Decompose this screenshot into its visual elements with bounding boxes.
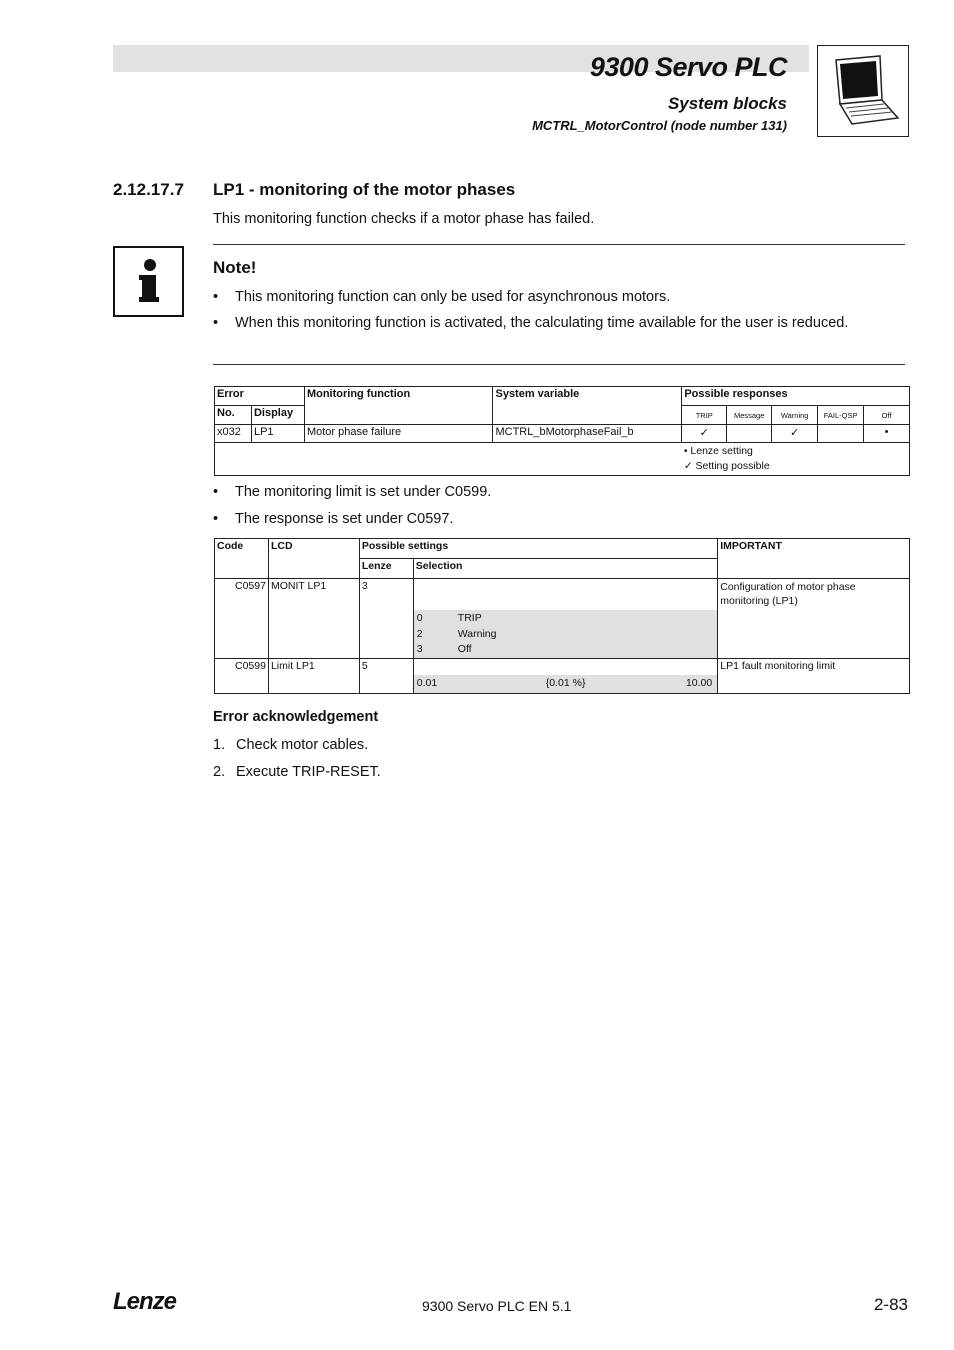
legend-lenze-setting: • Lenze setting	[683, 445, 753, 457]
header-selection: Selection	[413, 559, 717, 579]
cell-fail-qsp	[818, 425, 864, 443]
step-number: 1.	[213, 737, 226, 753]
code-table	[214, 538, 910, 694]
header-trip: TRIP	[682, 406, 727, 425]
range-min: 0.01	[416, 677, 438, 689]
cell-variable: MCTRL_bMotorphaseFail_b	[493, 425, 682, 443]
header-fail-qsp: FAIL-QSP	[818, 406, 864, 425]
bullet-dot: •	[213, 315, 219, 331]
info-bullet-text: The response is set under C0597.	[235, 511, 454, 527]
cell-lenze: 5	[359, 659, 413, 694]
header-possible-settings: Possible settings	[359, 539, 717, 559]
step-number: 2.	[213, 764, 226, 780]
cell-range	[413, 659, 717, 694]
subsection-title: MCTRL_MotorControl (node number 131)	[532, 118, 787, 133]
info-bullet-text: The monitoring limit is set under C0599.	[235, 484, 492, 500]
response-table	[214, 386, 910, 476]
cell-no: x032	[215, 425, 252, 443]
cell-lcd: MONIT LP1	[268, 579, 359, 659]
note-heading: Note!	[213, 258, 257, 277]
footer-doc-id: 9300 Servo PLC EN 5.1	[422, 1298, 572, 1314]
heading-title: LP1 - monitoring of the motor phases	[213, 180, 516, 199]
section-title: System blocks	[667, 94, 787, 113]
cell-trip: ✓	[682, 425, 727, 443]
selection-option: 0 TRIP	[416, 612, 482, 624]
cell-off: •	[864, 425, 910, 443]
range-max: 10.00	[685, 677, 713, 689]
bullet-dot: •	[213, 511, 219, 527]
document-title: 9300 Servo PLC	[589, 52, 787, 82]
cell-code: C0597	[215, 579, 269, 659]
header-lenze: Lenze	[359, 559, 413, 579]
header-warning: Warning	[772, 406, 818, 425]
header-possible-responses: Possible responses	[682, 387, 910, 406]
header-system-variable: System variable	[493, 387, 682, 425]
legend-spacer	[215, 443, 682, 476]
cell-function: Motor phase failure	[304, 425, 493, 443]
header-important: IMPORTANT	[718, 539, 910, 579]
cell-lcd: Limit LP1	[268, 659, 359, 694]
cell-selection	[413, 579, 717, 659]
bullet-dot: •	[213, 289, 219, 305]
page-number: 2-83	[873, 1295, 908, 1314]
header-monitoring-function: Monitoring function	[304, 387, 493, 425]
range-step: {0.01 %}	[545, 677, 586, 689]
cell-code: C0599	[215, 659, 269, 694]
selection-list	[414, 610, 717, 658]
header-lcd: LCD	[268, 539, 359, 579]
header-message: Message	[727, 406, 772, 425]
header-no: No.	[215, 406, 252, 425]
legend-cell	[682, 443, 910, 476]
note-bullet-text: When this monitoring function is activated, the calculating time available for the user is reduced.	[235, 315, 849, 331]
info-icon	[113, 246, 184, 317]
range-bar	[414, 675, 717, 693]
header-display: Display	[251, 406, 304, 425]
cell-display: LP1	[251, 425, 304, 443]
step-text: Check motor cables.	[236, 737, 369, 753]
intro-text: This monitoring function checks if a motor phase has failed.	[213, 211, 595, 227]
laptop-icon	[817, 45, 909, 137]
legend-setting-possible: ✓ Setting possible	[683, 460, 770, 472]
bullet-dot: •	[213, 484, 219, 500]
header-off: Off	[864, 406, 910, 425]
cell-warning: ✓	[772, 425, 818, 443]
brand-logo: Lenze	[113, 1288, 177, 1315]
note-bullet-text: This monitoring function can only be used for asynchronous motors.	[235, 289, 671, 305]
note-top-rule	[213, 244, 905, 245]
note-bottom-rule	[213, 364, 905, 365]
cell-lenze: 3	[359, 579, 413, 659]
error-ack-heading: Error acknowledgement	[213, 709, 379, 725]
cell-important: LP1 fault monitoring limit	[718, 659, 910, 694]
header-error: Error	[215, 387, 305, 406]
cell-important: Configuration of motor phase monitoring (LP1)	[718, 579, 910, 659]
heading-number: 2.12.17.7	[113, 180, 184, 199]
header-code: Code	[215, 539, 269, 579]
selection-option: 3 Off	[416, 643, 472, 655]
cell-message	[727, 425, 772, 443]
step-text: Execute TRIP-RESET.	[236, 764, 381, 780]
selection-option: 2 Warning	[416, 627, 497, 640]
